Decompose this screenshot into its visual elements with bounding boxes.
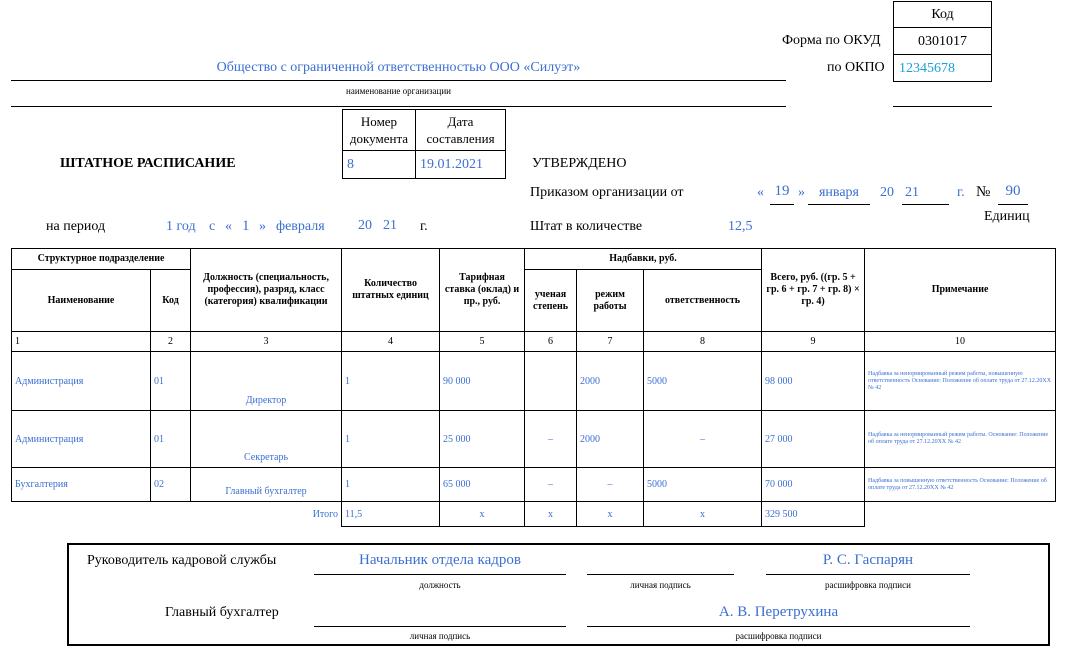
row-position: Главный бухгалтер [191,468,342,502]
row-count: 1 [342,352,440,411]
colnum-10: 10 [865,332,1056,352]
colnum-4: 4 [342,332,440,352]
hr-name-caption: расшифровка подписи [825,580,911,590]
total-label: Итого [312,508,339,520]
acc-label: Главный бухгалтер [165,605,279,620]
total-degree: x [525,502,577,527]
okud-cell [893,27,992,55]
header-count: Количество штатных единиц [342,249,440,332]
order-quote-close: » [798,185,805,200]
code-header-cell [893,1,992,28]
header-name: Наименование [12,270,151,332]
total-rate: x [440,502,525,527]
header-rate: Тарифная ставка (оклад) и пр., руб. [440,249,525,332]
row-dept: Бухгалтерия [12,468,151,502]
row-resp: 5000 [644,352,762,411]
row-mode: 2000 [577,411,644,468]
org-name-line [11,80,786,81]
period-from: с [209,219,216,234]
header-struct: Структурное подразделение [12,249,191,270]
row-dept: Администрация [12,352,151,411]
acc-name: А. В. Перетрухина [718,604,839,620]
okpo-underline [893,106,992,107]
period-quote-close: » [259,219,266,234]
total-resp: x [644,502,762,527]
table-row [12,411,1056,468]
row-total: 98 000 [762,352,865,411]
org-name: Общество с ограниченной ответственностью ООО «Силуэт» [216,60,581,75]
row-mode: – [577,468,644,502]
order-year-prefix: 20 [880,185,894,200]
header-total: Всего, руб. ((гр. 5 + гр. 6 + гр. 7 + гр. 8) × гр. 4) [762,249,865,332]
row-code: 01 [151,411,191,468]
hr-position-line [314,574,566,575]
doc-date: 19.01.2021 [420,157,483,172]
period-duration: 1 год [166,219,196,234]
order-number: 90 [1005,183,1021,199]
acc-sign-caption: личная подпись [409,631,471,641]
period-year-suffix: 21 [383,218,397,233]
okpo-label: по ОКПО [827,60,885,75]
units-label: Единиц [984,209,1030,224]
row-total: 70 000 [762,468,865,502]
staff-label: Штат в количестве [530,219,643,234]
row-degree: – [525,411,577,468]
period-quote-open: « [225,219,232,234]
period-day: 1 [242,218,250,234]
code-header: Код [931,7,954,22]
row-code: 01 [151,352,191,411]
order-month-line [808,204,870,205]
header-degree: ученая степень [525,270,577,332]
staff-value: 12,5 [728,219,753,234]
hr-position-caption: должность [419,580,461,590]
colnum-2: 2 [151,332,191,352]
colnum-9: 9 [762,332,865,352]
table-row [12,468,1056,502]
doc-num-header: Номер документа [349,114,409,146]
total-sum: 329 500 [762,502,865,527]
total-row [12,502,1056,527]
colnum-8: 8 [644,332,762,352]
acc-sign-line [314,626,566,627]
order-no-sign: № [976,184,991,200]
period-year-prefix: 20 [358,218,372,233]
order-label: Приказом организации от [530,185,684,200]
order-month: января [818,185,859,200]
period-g: г. [420,219,428,234]
header-mode: режим работы [577,270,644,332]
staff-table [11,248,1056,527]
header-note: Примечание [865,249,1056,332]
order-day-line [770,204,794,205]
order-year-g: г. [957,185,965,200]
okpo-value: 12345678 [899,61,955,76]
order-year-suffix: 21 [905,185,919,200]
row-code: 02 [151,468,191,502]
row-degree [525,352,577,411]
row-dept: Администрация [12,411,151,468]
doc-title: ШТАТНОЕ РАСПИСАНИЕ [60,156,236,171]
doc-num-header-cell [342,109,416,151]
hr-sign-caption: личная подпись [630,580,691,590]
doc-number: 8 [347,157,354,172]
org-caption: наименование организации [346,86,451,96]
header-resp: ответственность [644,270,762,332]
okud-label: Форма по ОКУД [782,33,881,48]
hr-position: Начальник отдела кадров [359,552,521,568]
colnum-1: 1 [12,332,151,352]
order-quote-open: « [757,185,764,200]
period-month: февраля [276,219,325,234]
row-position: Директор [191,352,342,411]
hr-label: Руководитель кадровой службы [87,553,277,568]
header-allowances: Надбавки, руб. [525,249,762,270]
doc-num-cell [342,150,416,179]
row-rate: 65 000 [440,468,525,502]
okud-value: 0301017 [918,34,967,49]
colnum-3: 3 [191,332,342,352]
row-count: 1 [342,411,440,468]
doc-date-cell [415,150,506,179]
acc-name-line [587,626,970,627]
row-count: 1 [342,468,440,502]
order-day: 19 [774,183,790,199]
order-year-line [902,204,949,205]
row-degree: – [525,468,577,502]
hr-name: Р. С. Гаспарян [822,552,914,568]
row-mode: 2000 [577,352,644,411]
row-rate: 90 000 [440,352,525,411]
row-total: 27 000 [762,411,865,468]
colnum-6: 6 [525,332,577,352]
period-label: на период [46,219,106,234]
total-mode: x [577,502,644,527]
order-number-line [998,204,1028,205]
row-note: Надбавка за повышенную ответственность Основание: Положение об оплате труда от 27.12.20XX № 42 [865,468,1056,502]
row-note: Надбавка за ненормированный режим работы. Основание: Положение об оплате труда от 27.12.20XX № 42 [865,411,1056,468]
colnum-5: 5 [440,332,525,352]
acc-name-caption: расшифровка подписи [735,631,822,641]
total-empty [865,502,1056,527]
total-count: 11,5 [342,502,440,527]
doc-date-header: Дата составления [426,114,495,146]
approved-label: УТВЕРЖДЕНО [532,156,627,171]
doc-date-header-cell [415,109,506,151]
okpo-cell [893,54,992,82]
colnum-7: 7 [577,332,644,352]
hr-name-line [766,574,970,575]
header-position: Должность (специальность, профессия), разряд, класс (категория) квалификации [191,249,342,332]
row-position: Секретарь [191,411,342,468]
row-note: Надбавка за ненормированный режим работы, повышенную ответственность Основание: Положение об оплате труда от 27.12.20XX № 42 [865,352,1056,411]
row-rate: 25 000 [440,411,525,468]
header-code: Код [151,270,191,332]
row-resp: 5000 [644,468,762,502]
row-resp: – [644,411,762,468]
org-second-line [11,106,786,107]
hr-sign-line [587,574,734,575]
table-row [12,352,1056,411]
